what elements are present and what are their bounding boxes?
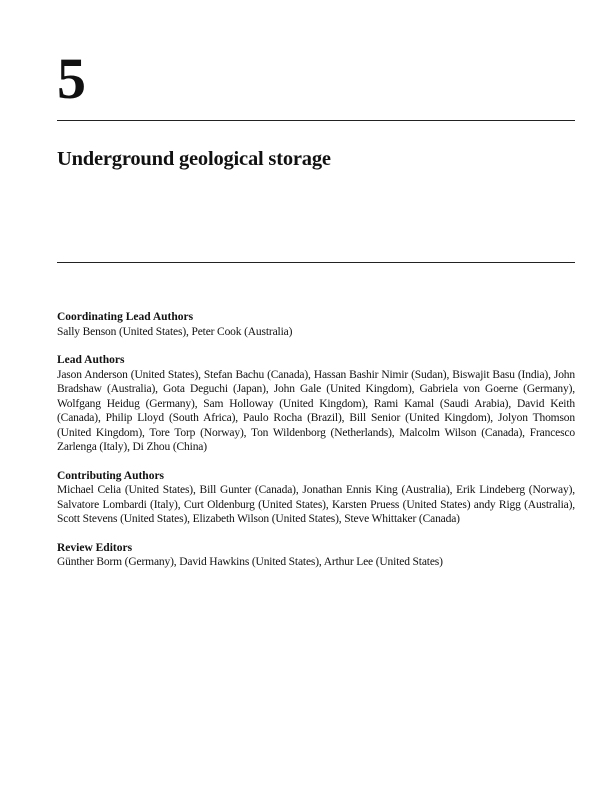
section-body: Sally Benson (United States), Peter Cook (Australia) [57, 325, 293, 338]
section-heading: Lead Authors [57, 354, 125, 366]
contributing-authors-section [57, 469, 575, 527]
chapter-title: Underground geological storage [57, 148, 331, 170]
section-heading: Review Editors [57, 541, 133, 554]
chapter-number: 5 [57, 46, 86, 111]
section-heading: Contributing Authors [57, 469, 165, 482]
author-credits [57, 310, 575, 584]
lead-authors-section [57, 353, 575, 455]
top-divider [57, 120, 575, 121]
coordinating-lead-authors-section [57, 310, 575, 339]
section-body: Günther Borm (Germany), David Hawkins (United States), Arthur Lee (United States) [57, 556, 443, 568]
bottom-divider [57, 262, 575, 263]
section-body: Jason Anderson (United States), Stefan Bachu (Canada), Hassan Bashir Nimir (Sudan), Biswajit Basu (India), John Bradshaw (Australia), Gota Deguchi (Japan), John Gale (United Kingdom), Gabriela von Goerne (Germany), Wolfgang Heidug (Germany), Sam Holloway (United Kingdom), Rami Kamal (Saudi Arabia), David Keith (Canada), Philip Lloyd (South Africa), Paulo Rocha (Brazil), Bill Senior (United Kingdom), Jolyon Thomson (United Kingdom), Tore Torp (Norway), Ton Wildenborg (Netherlands), Malcolm Wilson (Canada), Francesco Zarlenga (Italy), Di Zhou (China) [57, 368, 575, 453]
section-body: Michael Celia (United States), Bill Gunter (Canada), Jonathan Ennis King (Australia), Erik Lindeberg (Norway), Salvatore Lombardi (Italy), Curt Oldenburg (United States), Karsten Pruess (United States) andy Rigg (Australia), Scott Stevens (United States), Elizabeth Wilson (United States), Steve Whittaker (Canada) [57, 484, 575, 525]
section-heading: Coordinating Lead Authors [57, 311, 194, 323]
review-editors-section [57, 541, 575, 570]
